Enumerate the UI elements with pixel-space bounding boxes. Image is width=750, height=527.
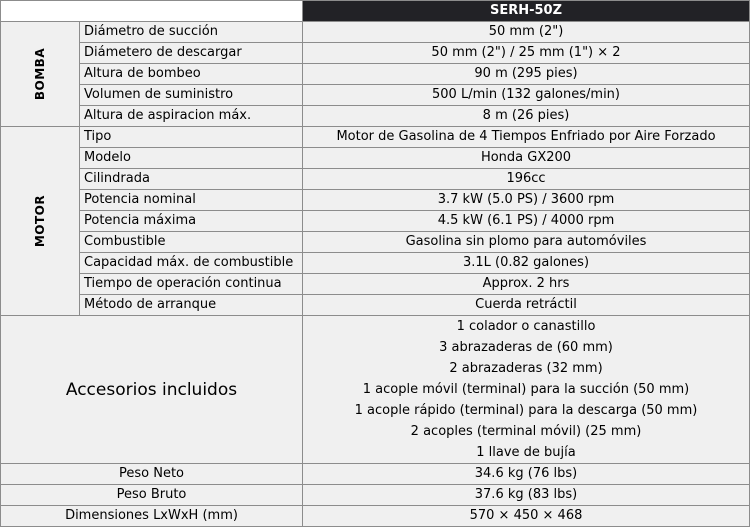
group-label-motor: MOTOR — [33, 194, 47, 247]
spec-label: Capacidad máx. de combustible — [80, 253, 303, 274]
spec-label: Peso Neto — [1, 464, 303, 485]
spec-value: Gasolina sin plomo para automóviles — [303, 232, 750, 253]
header-blank-cell — [1, 1, 303, 22]
spec-value: Honda GX200 — [303, 148, 750, 169]
spec-label: Volumen de suministro — [80, 85, 303, 106]
spec-value: 34.6 kg (76 lbs) — [303, 464, 750, 485]
accessory-item: 1 colador o canastillo — [456, 319, 596, 334]
accessory-item: 3 abrazaderas de (60 mm) — [439, 340, 613, 355]
accessory-item: 2 acoples (terminal móvil) (25 mm) — [410, 424, 642, 439]
spec-value: 90 m (295 pies) — [303, 64, 750, 85]
spec-label: Cilindrada — [80, 169, 303, 190]
table-row — [1, 485, 750, 506]
spec-value: 50 mm (2") — [303, 22, 750, 43]
table-row — [1, 127, 750, 148]
spec-label: Tipo — [80, 127, 303, 148]
table-row — [1, 85, 750, 106]
spec-label: Método de arranque — [80, 295, 303, 316]
table-row — [1, 253, 750, 274]
spec-label: Tiempo de operación continua — [80, 274, 303, 295]
spec-value: 37.6 kg (83 lbs) — [303, 485, 750, 506]
table-row — [1, 232, 750, 253]
spec-value: 196cc — [303, 169, 750, 190]
table-row — [1, 211, 750, 232]
accessory-item: 1 acople móvil (terminal) para la succión (50 mm) — [362, 382, 690, 397]
accessory-item: 2 abrazaderas (32 mm) — [449, 361, 603, 376]
table-row — [1, 106, 750, 127]
spec-label: Peso Bruto — [1, 485, 303, 506]
spec-label: Diámetero de descargar — [80, 43, 303, 64]
spec-value: Cuerda retráctil — [303, 295, 750, 316]
accessories-row — [1, 316, 750, 464]
spec-value: 4.5 kW (6.1 PS) / 4000 rpm — [303, 211, 750, 232]
accessory-item: 1 acople rápido (terminal) para la descarga (50 mm) — [354, 403, 698, 418]
spec-label: Potencia máxima — [80, 211, 303, 232]
table-row — [1, 295, 750, 316]
group-bomba — [1, 22, 80, 127]
spec-value: 3.1L (0.82 galones) — [303, 253, 750, 274]
table-row — [1, 506, 750, 527]
model-title: SERH-50Z — [303, 1, 750, 22]
accessories-label: Accesorios incluidos — [1, 316, 303, 464]
table-row — [1, 464, 750, 485]
table-row — [1, 148, 750, 169]
spec-value: Motor de Gasolina de 4 Tiempos Enfriado por Aire Forzado — [303, 127, 750, 148]
accessory-item: 1 llave de bujía — [476, 445, 576, 460]
table-row — [1, 22, 750, 43]
group-motor — [1, 127, 80, 316]
spec-value: Approx. 2 hrs — [303, 274, 750, 295]
spec-value: 8 m (26 pies) — [303, 106, 750, 127]
spec-value: 50 mm (2") / 25 mm (1") × 2 — [303, 43, 750, 64]
spec-label: Altura de bombeo — [80, 64, 303, 85]
spec-label: Combustible — [80, 232, 303, 253]
table-row — [1, 43, 750, 64]
table-row — [1, 64, 750, 85]
table-row — [1, 190, 750, 211]
group-label-bomba: BOMBA — [32, 47, 47, 100]
accessories-list — [303, 316, 750, 464]
table-row — [1, 274, 750, 295]
spec-label: Altura de aspiracion máx. — [80, 106, 303, 127]
header-row — [1, 1, 750, 22]
spec-label: Modelo — [80, 148, 303, 169]
spec-value: 570 × 450 × 468 — [303, 506, 750, 527]
spec-value: 500 L/min (132 galones/min) — [303, 85, 750, 106]
spec-label: Diámetro de succión — [80, 22, 303, 43]
spec-label: Potencia nominal — [80, 190, 303, 211]
spec-value: 3.7 kW (5.0 PS) / 3600 rpm — [303, 190, 750, 211]
spec-label: Dimensiones LxWxH (mm) — [1, 506, 303, 527]
table-row — [1, 169, 750, 190]
